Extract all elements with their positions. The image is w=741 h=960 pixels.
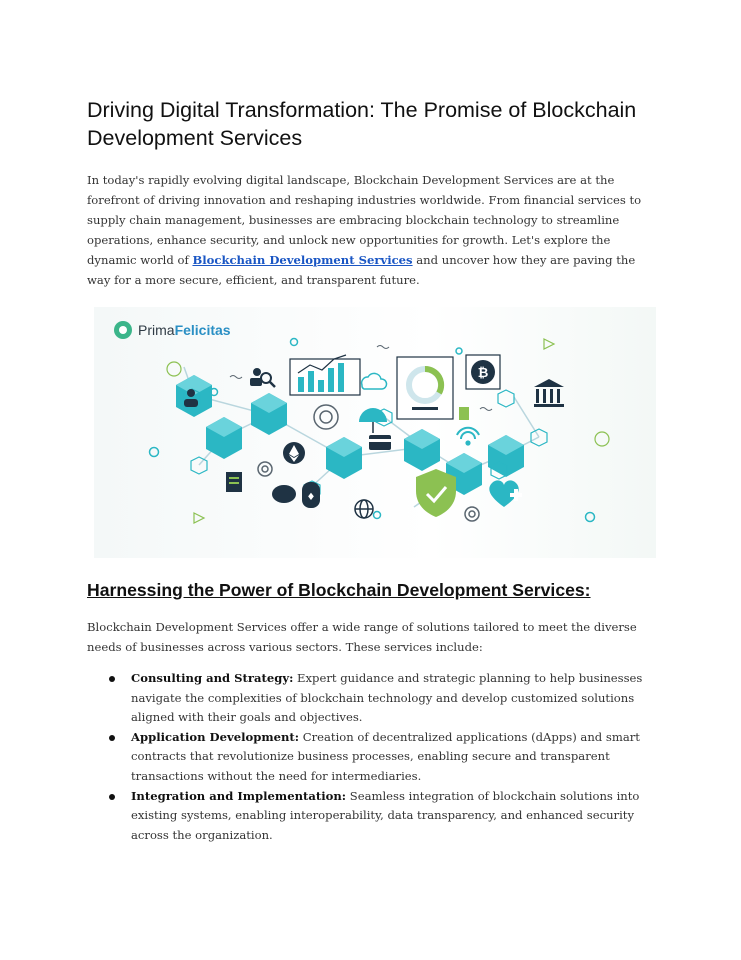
heart-plus-icon bbox=[489, 480, 522, 507]
logo-text-prima: Prima bbox=[138, 322, 175, 338]
section-heading: Harnessing the Power of Blockchain Development Services: bbox=[87, 580, 591, 600]
intro-text-before: In today's rapidly evolving digital landscape, Blockchain Development Services are at the forefront of driving innovation and reshaping industries worldwide. From financial services to supply chain management, businesses are embracing blockchain technology to streamline operations, enhance security, and unlock new opportunities for growth. Let's explore the dynamic world of bbox=[87, 173, 642, 267]
primafelicitas-logo bbox=[114, 321, 231, 339]
service-desc: Seamless integration of blockchain solutions into existing systems, enabling interoperability, data transparency, and enhanced security across the organization. bbox=[131, 788, 640, 842]
donut-chart-icon bbox=[397, 357, 453, 419]
blockchain-network-graphic bbox=[94, 307, 656, 558]
bar-chart-icon bbox=[290, 355, 360, 395]
service-term: Integration and Implementation: bbox=[131, 788, 347, 803]
ethereum-icon bbox=[283, 442, 305, 464]
list-item bbox=[108, 669, 653, 728]
umbrella-icon bbox=[359, 408, 387, 433]
logo-mark-icon bbox=[114, 321, 132, 339]
intro-text-after: and uncover how they are paving the way for a more secure, efficient, and transparent future. bbox=[87, 253, 636, 287]
service-term: Consulting and Strategy: bbox=[131, 671, 294, 685]
section-intro: Blockchain Development Services offer a wide range of solutions tailored to meet the diverse needs of businesses across various sectors. These services include: bbox=[87, 620, 637, 654]
search-person-icon bbox=[250, 368, 275, 387]
service-desc: Creation of decentralized applications (dApps) and smart contracts that revolutionize business processes, enabling secure and transparent transactions without the need for intermediaries. bbox=[131, 729, 640, 783]
logo-text-felicitas: Felicitas bbox=[174, 322, 231, 338]
bitcoin-icon bbox=[466, 355, 500, 389]
intro-paragraph bbox=[87, 170, 657, 290]
card-icon bbox=[369, 435, 391, 450]
svg-text:₿: ₿ bbox=[477, 366, 489, 381]
page-title: Driving Digital Transformation: The Promise of Blockchain Development Services bbox=[87, 98, 637, 150]
blockchain-services-link[interactable]: Blockchain Development Services bbox=[192, 253, 413, 267]
coin-stack-icon bbox=[272, 482, 320, 508]
service-term: Application Development: bbox=[131, 729, 300, 744]
shield-check-icon bbox=[416, 469, 456, 517]
cloud-icon bbox=[362, 373, 387, 389]
hero-illustration bbox=[94, 307, 656, 558]
globe-icon bbox=[355, 500, 373, 518]
list-item bbox=[108, 728, 653, 787]
services-list bbox=[108, 669, 653, 845]
list-item bbox=[108, 787, 653, 846]
svg-text:♦: ♦ bbox=[306, 492, 316, 503]
bank-icon bbox=[534, 379, 564, 407]
service-desc: Expert guidance and strategic planning to help businesses navigate the complexities of blockchain technology and develop customized solutions aligned with their goals and objectives. bbox=[131, 671, 643, 725]
wifi-icon bbox=[457, 428, 479, 445]
